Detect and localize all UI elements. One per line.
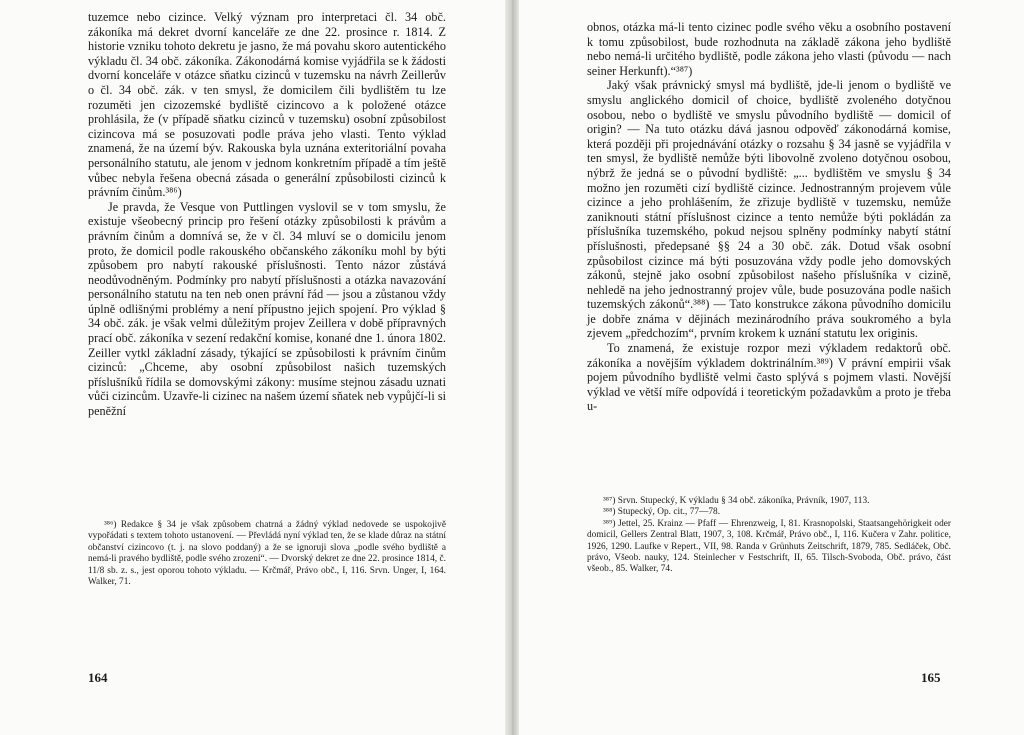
footnote-388: ³⁸⁸) Stupecký, Op. cit., 77—78. [603, 507, 721, 518]
right-paragraph-3: To znamená, že existuje rozpor mezi výkladem redaktorů obč. zákoníka a novějším výkladem doktrinálním.³⁸⁹) V právní empirii však pojem původního bydliště velmi často splývá s pojmem vlasti. Novější výklad ve větší míře odpovídá i teoretickým požadavkům a proto je třeba u- [587, 341, 951, 414]
page-number-right: 165 [921, 670, 941, 685]
left-page-footnotes [88, 520, 446, 588]
right-page-footnotes [587, 496, 951, 576]
page-number-left: 164 [88, 670, 108, 685]
book-gutter [505, 0, 519, 735]
left-paragraph-2: Je pravda, že Vesque von Puttlingen vyslovil se v tom smyslu, že existuje všeobecný princip pro řešení otázky způsobilosti k právům a právním činům a domnívá se, že v čl. 34 mluví se o domicilu jenom proto, že domicil podle rakouského občanského zákoníku mohl by býti způsobem pro nabytí rakouské příslušnosti. Tento názor zůstává neodůvodněným. Podmínky pro nabytí příslušnosti a otázka navazování personálního statutu na ten neb onen právní řád — jsou a zůstanou vždy úplně odlišnými problémy a není přípustno jejich spojení. Pro výklad § 34 obč. zák. je však velmi důležitým projev Zeillera v době přípravných prací obč. zákoníka v sezení redakční komise, konané dne 1. února 1802. Zeiller vytkl základní zásady, týkající se způsobilosti k právním činům cizinců: „Chceme, aby osobní způsobilost našich tuzemských příslušníků řídila se domovskými zákony: musíme stejnou zásadu uznati vůči cizincům. Uzavře-li cizinec na našem území sňatek neb vypůjčí-li si peněžní [88, 199, 446, 419]
right-paragraph-1: obnos, otázka má-li tento cizinec podle svého věku a osobního postavení k tomu způsobilost, bude rozhodnuta na základě zákona jeho bydliště nebo nemá-li určitého bydliště, podle zákona jeho vlasti (původu — nach seiner Herkunft).“³⁸⁷) [587, 20, 951, 78]
footnote-386: ³⁸⁶) Redakce § 34 je však způsobem chatrná a žádný výklad nedovede se uspokojivě vypořádati s textem tohoto ustanovení. — Převládá nyní výklad ten, že se klade důraz na státní občanství cizincovo (t. j. na slovo poddaný) a že se ignoruji slova „podle svého bydliště a nemá-li pravého bydliště, podle svého zrození“. — Dvorský dekret ze dne 22. prosince 1814, č. 11/8 sb. z. s., jest oporou tohoto výkladu. — Krčmář, Právo obč., I, 116. Srvn. Unger, I, 164. Walker, 71. [88, 520, 446, 588]
footnote-389: ³⁸⁹) Jettel, 25. Krainz — Pfaff — Ehrenzweig, I, 81. Krasnopolski, Staatsangehörigkeit oder domicil, Gellers Zentral Blatt, 1907, 3, 108. Krčmář, Právo obč., I, 116. Kučera v Zahr. politice, 1926, 1290. Laufke v Repert., VII, 98. Randa v Grünhuts Zeitschrift, 1879, 785. Sedláček, Obč. právo, Všeob. nauky, 124. Steinlecher v Festschrift, II, 65. Tilsch-Svoboda, Obč. právo, část všeob., 85. Walker, 74. [587, 518, 951, 575]
left-paragraph-1: tuzemce nebo cizince. Velký význam pro interpretaci čl. 34 obč. zákoníka má dekret dvorní kanceláře ze dne 22. prosince r. 1814. Z historie vzniku tohoto dekretu je jasno, že má povahu skoro autentického výkladu čl. 34 obč. zákoníka. Zákonodárná komise vyjádřila se k žádosti dvorní konceláře v otázce sňatku cizinců v tuzemsku na návrh Zeillerův o čl. 34 obč. zák. v ten smysl, že domicilem čili bydlištěm tu lze rozuměti jen cizozemské bydliště cizincovo a k položené otázce prohlásila, že (v případě sňatku cizinců v tuzemsku) osobní způsobilost cizincova má se posuzovati podle práva jeho vlasti. Tento výklad znamená, že na území býv. Rakouska byla uznána exteritoriální povaha personálního statutu, ale jenom v jednom konkretním případě a tím ještě vůbec nebyla řešena obecná zásada o generální způsobilosti cizinců k právním činům.³⁸⁶) [88, 10, 446, 200]
right-page [519, 0, 1024, 735]
right-page-body [587, 20, 951, 414]
left-page-body [88, 10, 446, 419]
right-paragraph-2: Jaký však právnický smysl má bydliště, jde-li jenom o bydliště ve smyslu anglického domicil of choice, bydliště zvoleného dotyčnou osobou, nebo o bydliště ve smyslu původního bydliště — domicil of origin? — Na tuto otázku dává jasnou odpověď zákonodárná komise, která později při projednávání otázky o rozsahu § 34 jasně se vyjádřila v ten smysl, že bydliště nemůže býti libovolně zvoleno dotyčnou osobou, nýbrž že jedná se o původní bydliště: „... bydlištěm ve smyslu § 34 možno jen rozuměti cizí bydliště cizince. Jednostranným projevem vůle cizince a jeho prohlášením, že zřizuje bydliště v tuzemsku, nemůže zaniknouti státní příslušnost cizince a tento nemůže býti pokládán za příslušníka tuzemského, pokud nejsou splněny podmínky nabytí státní příslušnosti, předepsané §§ 24 a 30 obč. zák. Dotud však osobní způsobilost cizince má býti posuzována vždy podle jeho domovských zákonů, stejně jako osobní způsobilost našeho příslušníka v cizině, nehledě na jeho jednostranný projev vůle, bude posuzována podle našich tuzemských zákonů“.³⁸⁸) — Tato konstrukce zákona původního domicilu je dobře známa v dějinách mezinárodního práva soukromého a byla zjevem „předchozím“, prvním krokem k uznání statutu lex originis. [587, 78, 951, 341]
left-page [0, 0, 505, 735]
footnote-387: ³⁸⁷) Srvn. Stupecký, K výkladu § 34 obč. zákoníka, Právník, 1907, 113. [603, 496, 870, 506]
